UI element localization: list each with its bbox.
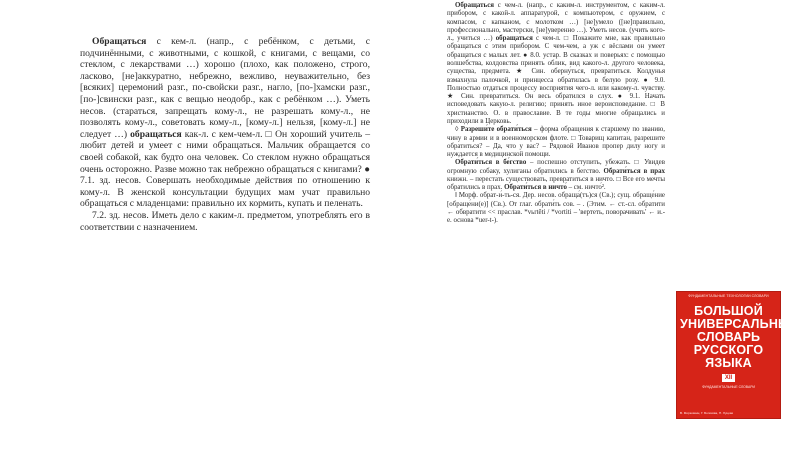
headword: Обращаться [455, 2, 494, 9]
entry-text: – поспешно отступить, убежать. □ Увидев огромную собаку, хулиганы обратились в бегство. [447, 159, 665, 175]
book-edition-mark: XII [722, 374, 735, 382]
dictionary-page-right [447, 2, 665, 448]
book-title: БОЛЬШОЙ УНИВЕРСАЛЬНЫЙ СЛОВАРЬ РУССКОГО ЯЗЫКА [680, 304, 800, 370]
entry-text: с чем-л. (напр., с каким-л. инструментом, с каким-л. прибором, с какой-л. аппаратурой, с компьютером, с оружием, с компасом, с капканом, с молотком …) [не]умело ([не]правильно, профессионально, мастерски, [не]уверенно …). Уметь несов. (учить кого-л., учиться …) [447, 2, 665, 43]
entry-paragraph [447, 159, 665, 192]
entry-text: с кем-л. (напр., с ребёнком, с детьми, с подчинёнными, с животными, с кошкой, с книгами, с вещами, со стеклом, с лекарствами …) хорошо (плохо, как положено, строго, ласково, [не]аккуратно, небрежно, вежливо, неуважительно, без [всяких] церемоний разг., по-свойски разг., нагло, [по-]хамски разг., [по-]свински разг., как с вещью неодобр., как с ребёнком …). Уметь несов. (стараться, запрещать кому-л., не разрешать кому-л., не позволять кому-л., советовать кому-л., [кому-л.] нельзя, [кому-л.] не следует …) [80, 36, 370, 140]
book-cover [676, 291, 800, 419]
entry-text: с чем-л. □ Покажите мне, как правильно обращаться с этим прибором. С чем-чем, а уж с вёслами он умеет обращаться с малых лет. ● 8.0. устар. В сказках и поверьях: с помощью волшебства, колдовства принять облик, вид какого-л. другого человека, существа, предмета. ★ Син. оберну́ться, превратиться. Колдунья взмахнула палочкой, и принцесса обратилась в белую розу. ● 9.0. Полностью отдаться процессу восприятия чего-л. или какому-л. чувству. ★ Син. превратиться. Он весь обратился в слух. ● 9.1. Начать исповедовать какую-л. религию; принять иное вероисповедание. □ В христианство. О. в православие. В те годы многие обращались и приходили в Церковь. [447, 35, 666, 125]
headword: Обрати́ться в прах [603, 167, 665, 175]
entry-text: книжн. – перестать существовать, превратиться в ничто. □ Все его мечты обратились в прах. [447, 175, 665, 192]
entry-text: 7.2. зд. несов. Иметь дело с каким-л. предметом, употреблять его в соответствии с назначением. [80, 209, 370, 233]
book-series: ФУНДАМЕНТАЛЬНЫЕ ТЕХНОЛОГИИ СЛОВАРИ [688, 294, 769, 298]
dictionary-page-left [80, 36, 370, 376]
entry-paragraph [447, 2, 665, 126]
entry-text: ‖ Морф. обрат-и́-ть-ся. Дер. несов. обраща́(тъ)ся (Св.); сущ. обраще́ние [обраще́ни(е)] (Св.). От глаг. обрати́ть сов. – . (Этим. ← ст.-сл. обратити ← обвратити << праслав. *vьrtěti / *vortiti – 'вертеть, поворачивать' ← и.-е. основа *uer-t-). [447, 192, 665, 225]
entry-paragraph [80, 210, 370, 233]
headword: обращаться [495, 35, 533, 43]
headword: Обрати́ться в бе́гство [455, 159, 527, 167]
headword: ◊ Разреши́те обрати́ться [455, 126, 532, 134]
entry-paragraph [447, 126, 665, 159]
entry-text: – см. ничто́². [566, 184, 606, 192]
etymology-paragraph [447, 192, 665, 225]
entry-text: как-л. с кем-чем-л. □ Он хороший учитель – любит детей и умеет с ними обращаться. Мальчик обращается со своей собакой, как будто она человек. Со стеклом нужно обращаться очень осторожно. Разве можно так небрежно обращаться с книгами? ● 7.1. зд. несов. Совершать необходимые действия по отношению к кому-л. В женской консультации будущих мам учат правильно обращаться с младенцами: правильно их кормить, купать и пеленать. [80, 128, 370, 210]
entry-paragraph [80, 36, 370, 210]
headword: Обрати́ться в ничто́ [504, 184, 567, 192]
book-authors: В. Морковкин, Г. Богачёва, Н. Луцкая [680, 411, 734, 416]
book-subtitle: ФУНДАМЕНТАЛЬНЫЕ СЛОВАРИ [702, 385, 755, 389]
entry-text: – форма обращения к старшему по званию, чину в армии и в военноморском флоте. □ Товарищ капитан, разрешите обратиться? – Да, что у вас? – Рядовой Иванов пропер дилу ногу и нуждается в медицинской помощи. [447, 126, 665, 159]
headword: обращаться [130, 128, 182, 140]
headword: Обращаться [92, 36, 147, 47]
